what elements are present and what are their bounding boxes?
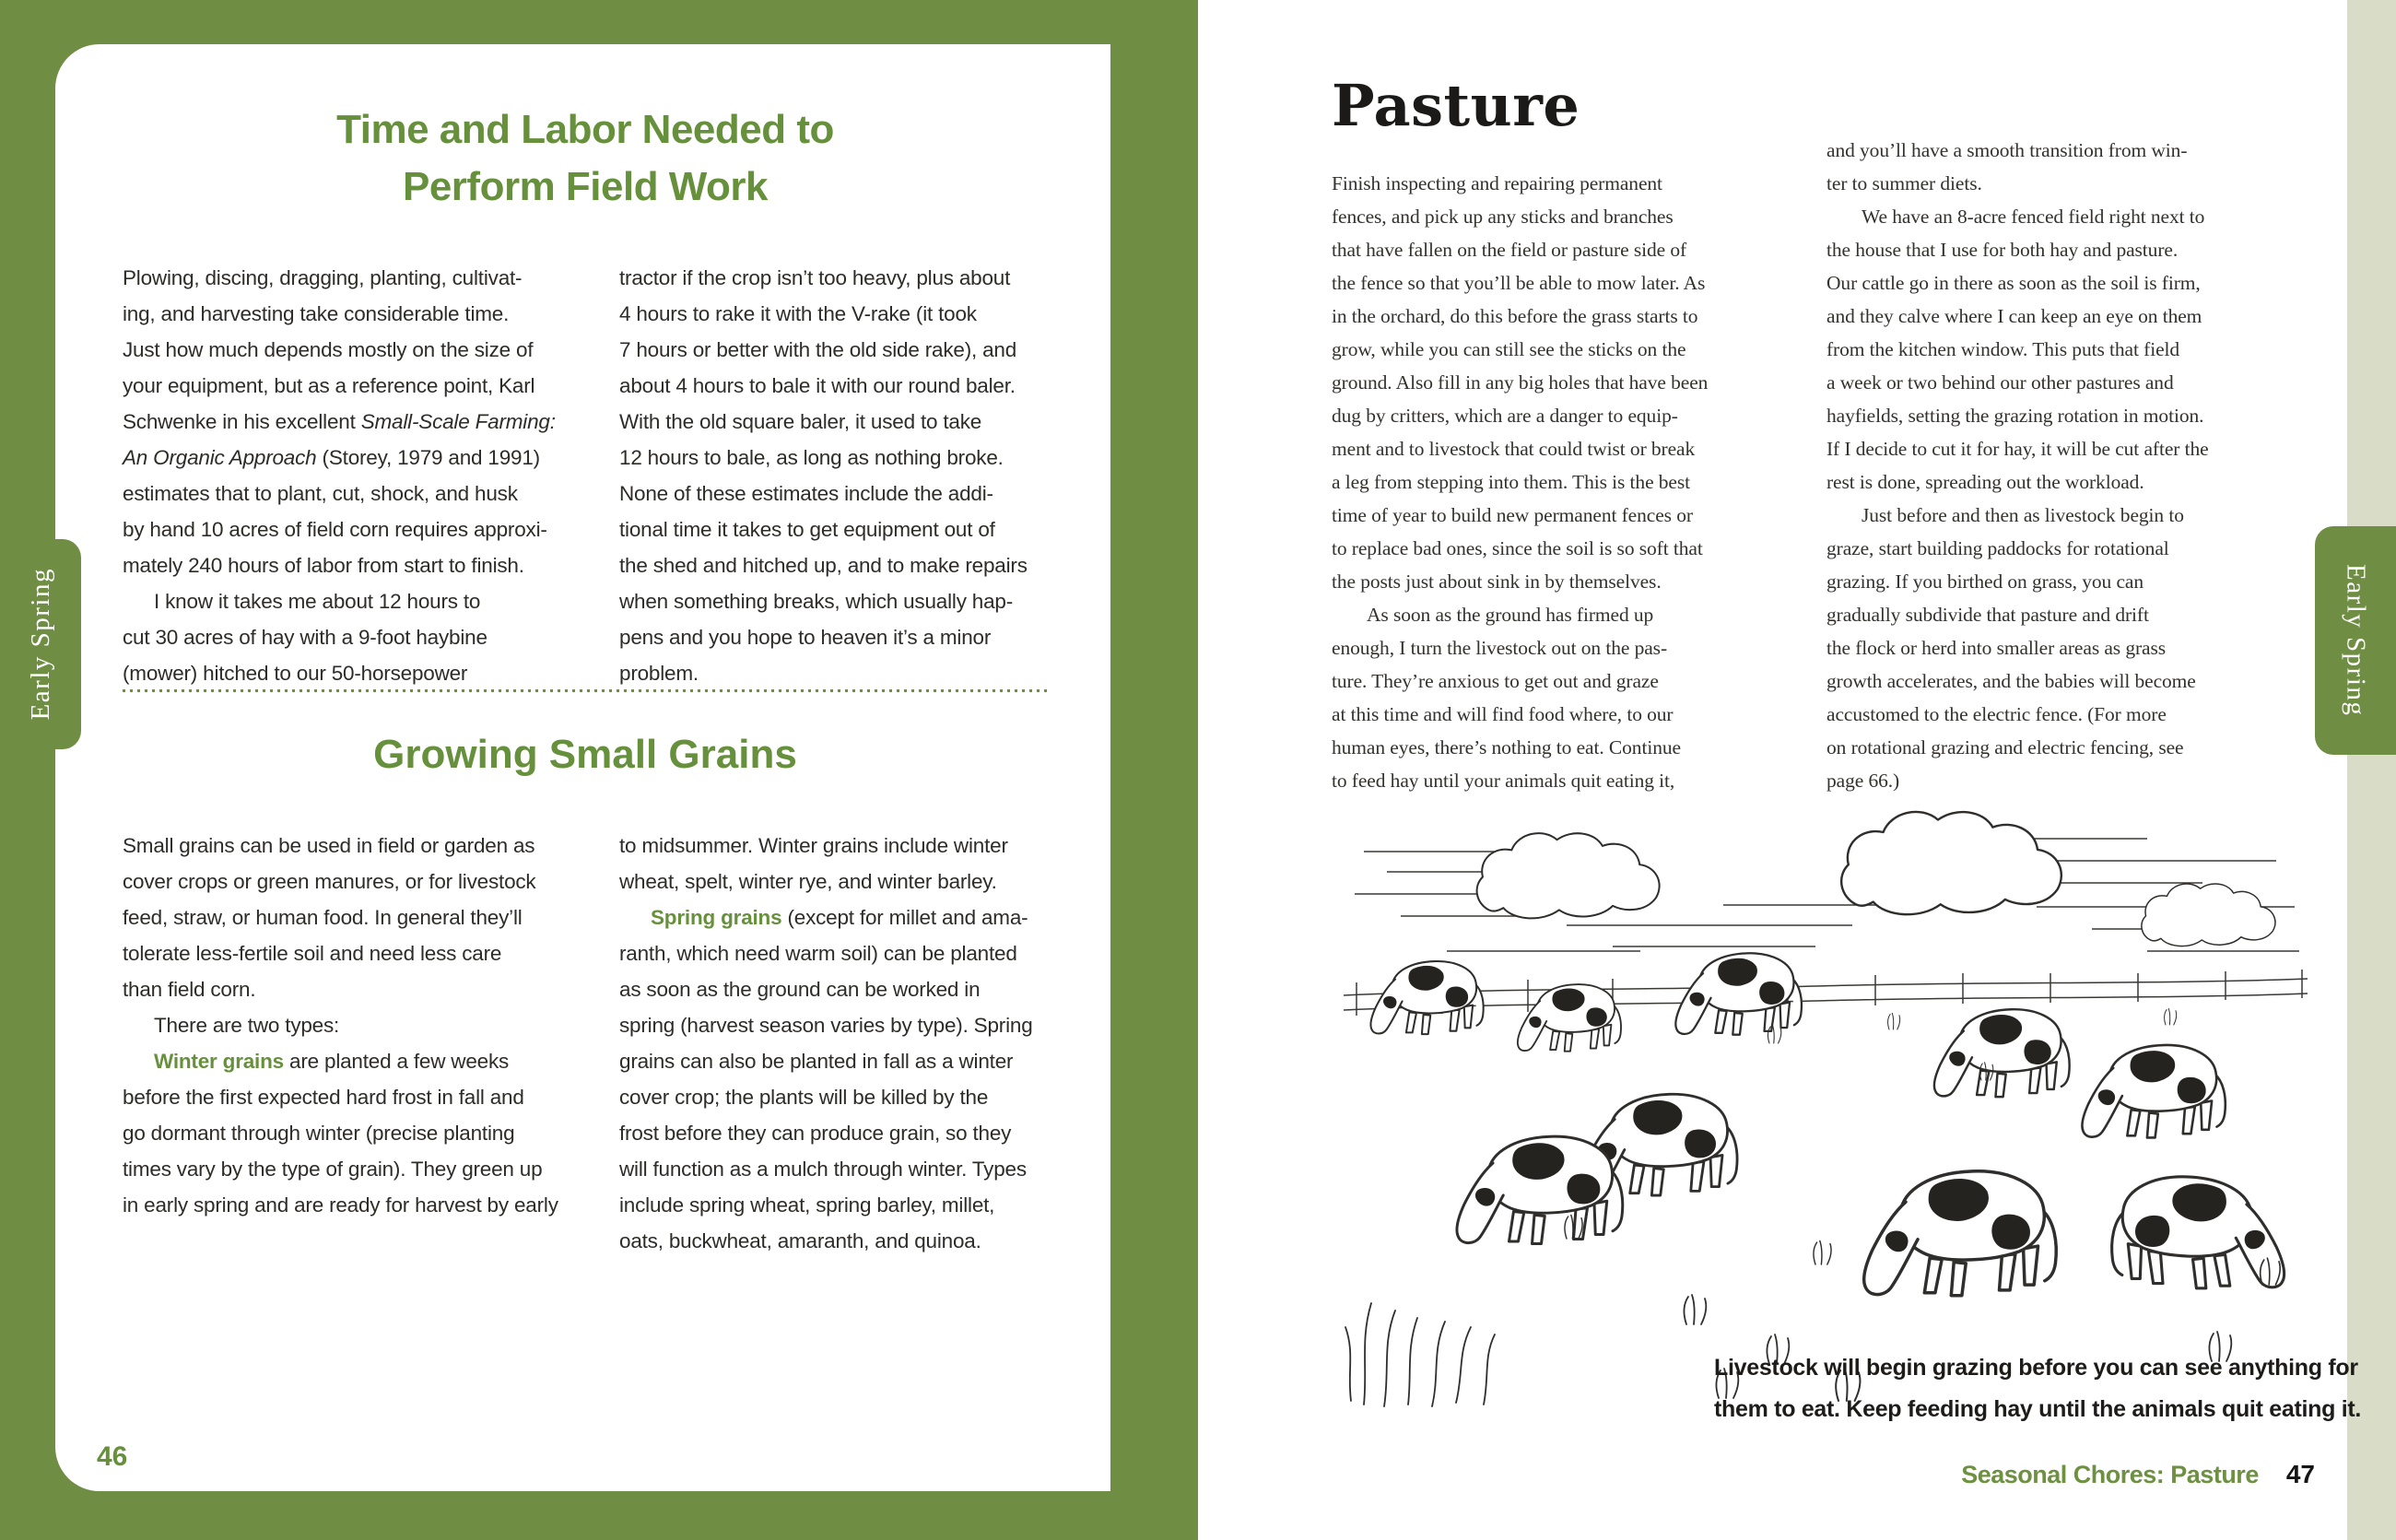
chapter-title-pasture: Pasture	[1332, 72, 1580, 139]
text-line: wheat, spelt, winter rye, and winter barley.	[619, 870, 997, 893]
pasture-column-1	[1332, 167, 1765, 797]
text-line: page 66.)	[1826, 770, 1900, 792]
text-line: the flock or herd into smaller areas as grass	[1826, 637, 2167, 659]
early-spring-tab-label: Early Spring	[25, 568, 55, 721]
section-divider	[123, 689, 1048, 692]
text-line: accustomed to the electric fence. (For more	[1826, 703, 2167, 725]
text-line: enough, I turn the livestock out on the pas-	[1332, 637, 1668, 659]
illustration-caption	[1714, 1347, 2361, 1430]
text-line: gradually subdivide that pasture and drift	[1826, 604, 2149, 626]
text-line: to feed hay until your animals quit eating it,	[1332, 770, 1675, 792]
text-line: ter to summer diets.	[1826, 172, 1982, 194]
page-number-right: 47	[2285, 1460, 2315, 1488]
text-line: I know it takes me about 12 hours to	[154, 590, 481, 613]
text-line: about 4 hours to bale it with our round baler.	[619, 374, 1016, 397]
text-line: cover crops or green manures, or for livestock	[123, 870, 536, 893]
text-line: by hand 10 acres of field corn requires approxi-	[123, 518, 547, 541]
text-line: your equipment, but as a reference point, Karl	[123, 374, 535, 397]
text-line: times vary by the type of grain). They green up	[123, 1158, 543, 1181]
text-line: that have fallen on the field or pasture side of	[1332, 239, 1687, 261]
caption-line: Livestock will begin grazing before you can see anything for	[1714, 1355, 2358, 1381]
text-line: go dormant through winter (precise planting	[123, 1122, 515, 1145]
text-line: pens and you hope to heaven it’s a minor	[619, 626, 992, 649]
text-line: ing, and harvesting take considerable time.	[123, 302, 510, 325]
text-line: ground. Also fill in any big holes that have been	[1332, 371, 1709, 394]
text-line: spring (harvest season varies by type). Spring	[619, 1014, 1033, 1037]
text-line: grains can also be planted in fall as a winter	[619, 1050, 1014, 1073]
text-line: Schwenke in his excellent Small-Scale Farming:	[123, 410, 556, 433]
text-line: to midsummer. Winter grains include winter	[619, 834, 1008, 857]
text-line: and they calve where I can keep an eye on them	[1826, 305, 2202, 327]
field-work-column-1	[123, 260, 583, 691]
title-line: Perform Field Work	[402, 164, 769, 209]
text-line: rest is done, spreading out the workload.	[1826, 471, 2144, 493]
text-line: in the orchard, do this before the grass starts to	[1332, 305, 1698, 327]
text-line: to replace bad ones, since the soil is so soft that	[1332, 537, 1703, 559]
text-line: feed, straw, or human food. In general they’ll	[123, 906, 523, 929]
text-line: dug by critters, which are a danger to equip-	[1332, 405, 1678, 427]
early-spring-tab-left	[0, 539, 81, 749]
running-footer	[1961, 1460, 2315, 1489]
text-line: ment and to livestock that could twist or break	[1332, 438, 1696, 460]
text-line: An Organic Approach (Storey, 1979 and 1991)	[123, 446, 540, 469]
early-spring-tab-right	[2315, 526, 2396, 755]
text-line: as soon as the ground can be worked in	[619, 978, 981, 1001]
text-line: when something breaks, which usually hap-	[619, 590, 1014, 613]
cows-grazing-sketch	[1336, 804, 2315, 1412]
text-line: Winter grains are planted a few weeks	[154, 1050, 510, 1073]
text-line: tional time it takes to get equipment out of	[619, 518, 995, 541]
text-line: the house that I use for both hay and pasture.	[1826, 239, 2179, 261]
text-line: cover crop; the plants will be killed by the	[619, 1086, 989, 1109]
page-number-left: 46	[97, 1441, 128, 1472]
text-line: As soon as the ground has firmed up	[1367, 604, 1654, 626]
right-page	[1198, 0, 2396, 1540]
text-line: 7 hours or better with the old side rake), and	[619, 338, 1017, 361]
text-line: Plowing, discing, dragging, planting, cultivat-	[123, 266, 523, 289]
text-line: graze, start building paddocks for rotational	[1826, 537, 2169, 559]
text-line: Spring grains (except for millet and ama-	[651, 906, 1028, 929]
text-line: than field corn.	[123, 978, 256, 1001]
caption-line: them to eat. Keep feeding hay until the animals quit eating it.	[1714, 1396, 2362, 1422]
text-line: grow, while you can still see the sticks on the	[1332, 338, 1686, 360]
text-line: tractor if the crop isn’t too heavy, plus about	[619, 266, 1011, 289]
text-line: a week or two behind our other pastures and	[1826, 371, 2174, 394]
cows-grazing-illustration	[1336, 804, 2315, 1412]
title-line: Time and Labor Needed to	[336, 107, 834, 152]
text-line: tolerate less-fertile soil and need less care	[123, 942, 502, 965]
text-line: 4 hours to rake it with the V-rake (it took	[619, 302, 977, 325]
small-grains-column-1	[123, 828, 583, 1223]
text-line: If I decide to cut it for hay, it will be cut after the	[1826, 438, 2209, 460]
text-line: Just before and then as livestock begin to	[1862, 504, 2184, 526]
text-line: and you’ll have a smooth transition from win-	[1826, 139, 2188, 161]
text-line: growth accelerates, and the babies will become	[1826, 670, 2196, 692]
text-line: ture. They’re anxious to get out and graze	[1332, 670, 1659, 692]
text-line: problem.	[619, 662, 699, 685]
text-line: the fence so that you’ll be able to mow later. As	[1332, 272, 1706, 294]
text-line: at this time and will find food where, to our	[1332, 703, 1674, 725]
field-work-column-2	[619, 260, 1062, 691]
small-grains-column-2	[619, 828, 1062, 1259]
text-line: cut 30 acres of hay with a 9-foot haybine	[123, 626, 487, 649]
text-line: fences, and pick up any sticks and branches	[1332, 206, 1674, 228]
text-line: the posts just about sink in by themselves.	[1332, 570, 1662, 593]
text-line: (mower) hitched to our 50-horsepower	[123, 662, 468, 685]
text-line: estimates that to plant, cut, shock, and husk	[123, 482, 518, 505]
section-title-small-grains: Growing Small Grains	[373, 732, 797, 777]
text-line: on rotational grazing and electric fencing, see	[1826, 736, 2184, 758]
text-line: the shed and hitched up, and to make repairs	[619, 554, 1028, 577]
text-line: oats, buckwheat, amaranth, and quinoa.	[619, 1229, 981, 1252]
text-line: mately 240 hours of labor from start to finish.	[123, 554, 524, 577]
pasture-column-2	[1826, 134, 2287, 797]
text-line: Small grains can be used in field or garden as	[123, 834, 535, 857]
left-page	[55, 44, 1110, 1491]
text-line: With the old square baler, it used to take	[619, 410, 982, 433]
text-line: Our cattle go in there as soon as the soil is firm,	[1826, 272, 2201, 294]
text-line: will function as a mulch through winter. Types	[619, 1158, 1027, 1181]
text-line: Finish inspecting and repairing permanent	[1332, 172, 1662, 194]
text-line: in early spring and are ready for harvest by early	[123, 1193, 558, 1217]
text-line: before the first expected hard frost in fall and	[123, 1086, 524, 1109]
text-line: None of these estimates include the addi-	[619, 482, 993, 505]
text-line: 12 hours to bale, as long as nothing broke.	[619, 446, 1004, 469]
text-line: We have an 8-acre fenced field right next to	[1862, 206, 2205, 228]
text-line: ranth, which need warm soil) can be planted	[619, 942, 1017, 965]
footer-label: Seasonal Chores: Pasture	[1961, 1461, 2259, 1488]
text-line: frost before they can produce grain, so they	[619, 1122, 1012, 1145]
text-line: grazing. If you birthed on grass, you can	[1826, 570, 2143, 593]
section-title-field-work	[123, 101, 1048, 216]
early-spring-tab-label: Early Spring	[2341, 564, 2371, 717]
text-line: human eyes, there’s nothing to eat. Continue	[1332, 736, 1681, 758]
text-line: time of year to build new permanent fences or	[1332, 504, 1693, 526]
text-line: hayfields, setting the grazing rotation in motion.	[1826, 405, 2204, 427]
text-line: There are two types:	[154, 1014, 340, 1037]
page-edge-band	[2347, 0, 2396, 1540]
text-line: from the kitchen window. This puts that field	[1826, 338, 2180, 360]
text-line: Just how much depends mostly on the size of	[123, 338, 534, 361]
text-line: a leg from stepping into them. This is the best	[1332, 471, 1691, 493]
text-line: include spring wheat, spring barley, millet,	[619, 1193, 995, 1217]
